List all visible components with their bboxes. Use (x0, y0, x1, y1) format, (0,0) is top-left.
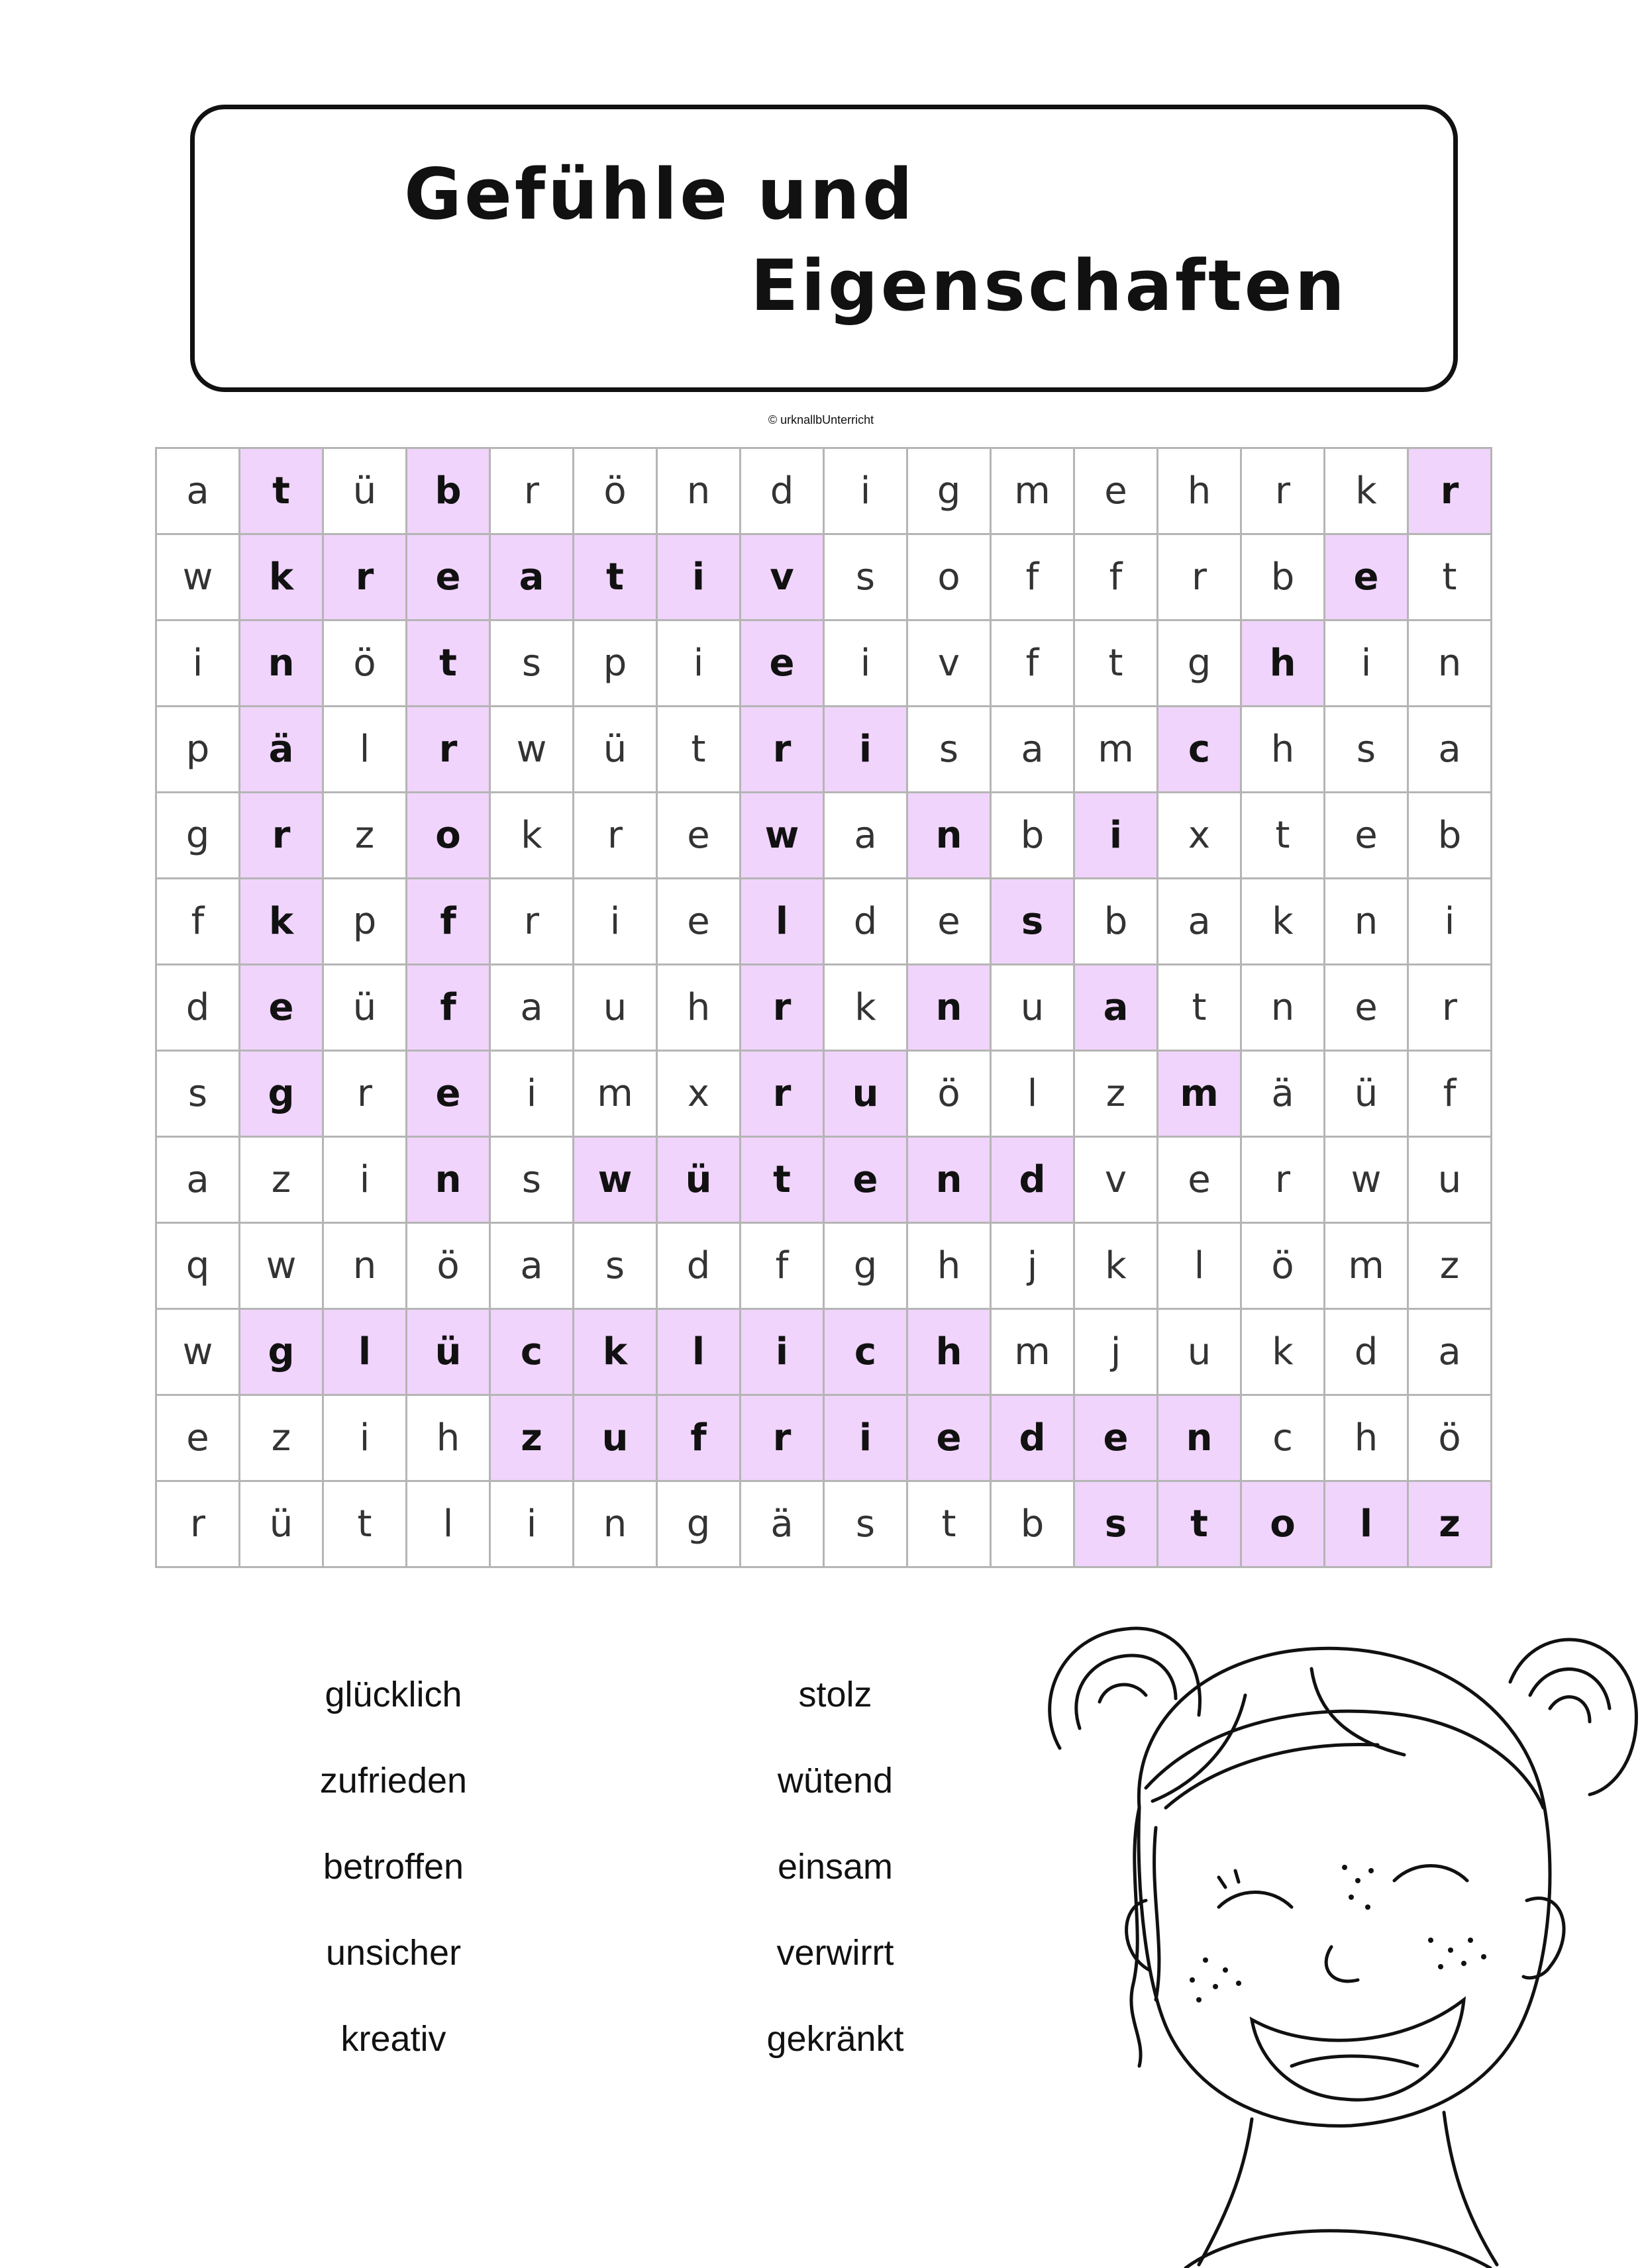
grid-cell: k (574, 1310, 658, 1396)
grid-cell: ü (240, 1482, 324, 1568)
word-search-grid (155, 447, 1492, 1568)
grid-cell: n (1242, 965, 1325, 1052)
grid-cell: ä (240, 707, 324, 793)
grid-cell: d (992, 1396, 1075, 1482)
grid-cell: k (825, 965, 908, 1052)
grid-cell: j (992, 1224, 1075, 1310)
grid-cell: s (1325, 707, 1409, 793)
grid-cell: h (908, 1224, 992, 1310)
grid-cell: t (741, 1138, 825, 1224)
grid-cell: k (1242, 1310, 1325, 1396)
grid-cell: h (1242, 707, 1325, 793)
word-list-item: betroffen (323, 1847, 464, 1887)
grid-cell: s (491, 1138, 574, 1224)
grid-cell: i (157, 621, 240, 707)
grid-cell: r (741, 965, 825, 1052)
grid-cell: i (1409, 879, 1492, 965)
grid-cell: u (825, 1052, 908, 1138)
grid-cell: a (157, 1138, 240, 1224)
grid-cell: f (658, 1396, 741, 1482)
grid-cell: e (1158, 1138, 1242, 1224)
grid-cell: h (1242, 621, 1325, 707)
grid-cell: w (157, 1310, 240, 1396)
grid-cell: k (240, 535, 324, 621)
grid-cell: k (1242, 879, 1325, 965)
grid-cell: n (1409, 621, 1492, 707)
grid-cell: s (825, 1482, 908, 1568)
grid-cell: t (1242, 793, 1325, 879)
grid-cell: e (825, 1138, 908, 1224)
grid-cell: l (407, 1482, 491, 1568)
word-list-item: stolz (798, 1675, 872, 1714)
grid-cell: h (658, 965, 741, 1052)
grid-cell: z (491, 1396, 574, 1482)
grid-cell: l (992, 1052, 1075, 1138)
grid-cell: a (491, 535, 574, 621)
grid-cell: r (240, 793, 324, 879)
grid-cell: q (157, 1224, 240, 1310)
grid-cell: f (992, 621, 1075, 707)
grid-cell: a (1409, 1310, 1492, 1396)
grid-cell: n (407, 1138, 491, 1224)
grid-cell: ö (1242, 1224, 1325, 1310)
grid-cell: n (240, 621, 324, 707)
grid-cell: u (1409, 1138, 1492, 1224)
grid-cell: r (1409, 449, 1492, 535)
grid-cell: m (574, 1052, 658, 1138)
grid-cell: r (491, 879, 574, 965)
grid-cell: i (491, 1052, 574, 1138)
grid-cell: z (240, 1138, 324, 1224)
grid-cell: u (574, 965, 658, 1052)
grid-cell: x (658, 1052, 741, 1138)
grid-cell: n (908, 965, 992, 1052)
grid-cell: k (1325, 449, 1409, 535)
grid-cell: a (157, 449, 240, 535)
grid-cell: d (1325, 1310, 1409, 1396)
word-list-item: wütend (777, 1761, 894, 1800)
grid-cell: e (407, 1052, 491, 1138)
grid-cell: i (324, 1396, 407, 1482)
grid-cell: m (1075, 707, 1158, 793)
grid-cell: a (491, 1224, 574, 1310)
grid-cell: d (658, 1224, 741, 1310)
grid-cell: w (240, 1224, 324, 1310)
grid-cell: d (825, 879, 908, 965)
grid-cell: w (491, 707, 574, 793)
grid-cell: r (157, 1482, 240, 1568)
grid-cell: b (992, 793, 1075, 879)
grid-cell: i (1325, 621, 1409, 707)
grid-cell: a (1075, 965, 1158, 1052)
grid-cell: i (1075, 793, 1158, 879)
grid-cell: e (908, 1396, 992, 1482)
grid-cell: e (1075, 449, 1158, 535)
grid-cell: t (407, 621, 491, 707)
grid-cell: ü (1325, 1052, 1409, 1138)
grid-cell: l (324, 707, 407, 793)
page-title-line2: Eigenschaften (750, 245, 1348, 326)
grid-cell: d (992, 1138, 1075, 1224)
grid-cell: v (908, 621, 992, 707)
grid-cell: e (1325, 535, 1409, 621)
grid-cell: t (1158, 965, 1242, 1052)
grid-cell: m (1325, 1224, 1409, 1310)
grid-cell: ü (324, 449, 407, 535)
grid-cell: b (407, 449, 491, 535)
grid-cell: l (741, 879, 825, 965)
grid-cell: e (1325, 793, 1409, 879)
grid-cell: c (491, 1310, 574, 1396)
grid-cell: i (825, 621, 908, 707)
grid-cell: l (1325, 1482, 1409, 1568)
grid-cell: g (908, 449, 992, 535)
grid-cell: r (1409, 965, 1492, 1052)
grid-cell: o (1242, 1482, 1325, 1568)
grid-cell: o (407, 793, 491, 879)
grid-cell: r (491, 449, 574, 535)
grid-cell: ä (741, 1482, 825, 1568)
grid-cell: x (1158, 793, 1242, 879)
grid-cell: v (741, 535, 825, 621)
grid-cell: u (1158, 1310, 1242, 1396)
grid-cell: m (1158, 1052, 1242, 1138)
grid-cell: ü (407, 1310, 491, 1396)
grid-cell: u (992, 965, 1075, 1052)
grid-cell: n (908, 793, 992, 879)
grid-cell: f (407, 965, 491, 1052)
grid-cell: d (157, 965, 240, 1052)
grid-cell: r (741, 707, 825, 793)
grid-cell: m (992, 449, 1075, 535)
grid-cell: r (1158, 535, 1242, 621)
grid-cell: f (1409, 1052, 1492, 1138)
grid-cell: w (741, 793, 825, 879)
grid-cell: h (407, 1396, 491, 1482)
grid-cell: t (240, 449, 324, 535)
grid-cell: e (658, 793, 741, 879)
grid-cell: e (157, 1396, 240, 1482)
grid-cell: a (825, 793, 908, 879)
grid-cell: b (1409, 793, 1492, 879)
grid-cell: i (825, 707, 908, 793)
grid-cell: b (992, 1482, 1075, 1568)
grid-cell: r (574, 793, 658, 879)
grid-cell: c (1242, 1396, 1325, 1482)
grid-cell: z (1409, 1482, 1492, 1568)
grid-cell: l (658, 1310, 741, 1396)
grid-cell: e (407, 535, 491, 621)
grid-cell: o (908, 535, 992, 621)
grid-cell: a (992, 707, 1075, 793)
grid-cell: ö (574, 449, 658, 535)
grid-cell: g (240, 1310, 324, 1396)
grid-cell: i (825, 1396, 908, 1482)
grid-cell: k (240, 879, 324, 965)
grid-cell: r (1242, 449, 1325, 535)
grid-cell: d (741, 449, 825, 535)
grid-cell: a (1158, 879, 1242, 965)
grid-cell: b (1075, 879, 1158, 965)
grid-cell: f (741, 1224, 825, 1310)
page-title-line1: Gefühle und (404, 154, 915, 235)
grid-cell: s (1075, 1482, 1158, 1568)
grid-cell: r (741, 1052, 825, 1138)
word-list-item: glücklich (325, 1675, 462, 1714)
grid-cell: r (1242, 1138, 1325, 1224)
grid-cell: l (1158, 1224, 1242, 1310)
word-list-item: einsam (777, 1847, 894, 1887)
word-list-item: zufrieden (319, 1761, 468, 1800)
grid-cell: ü (658, 1138, 741, 1224)
grid-cell: e (908, 879, 992, 965)
grid-cell: t (1075, 621, 1158, 707)
grid-cell: ö (407, 1224, 491, 1310)
grid-cell: z (324, 793, 407, 879)
grid-cell: t (324, 1482, 407, 1568)
grid-cell: i (825, 449, 908, 535)
grid-cell: i (658, 535, 741, 621)
grid-cell: r (407, 707, 491, 793)
grid-cell: ö (324, 621, 407, 707)
grid-cell: i (658, 621, 741, 707)
grid-cell: t (1158, 1482, 1242, 1568)
grid-cell: g (240, 1052, 324, 1138)
grid-cell: h (908, 1310, 992, 1396)
grid-cell: e (1075, 1396, 1158, 1482)
grid-cell: n (1325, 879, 1409, 965)
grid-cell: k (1075, 1224, 1158, 1310)
grid-cell: z (1409, 1224, 1492, 1310)
grid-cell: n (574, 1482, 658, 1568)
grid-cell: j (1075, 1310, 1158, 1396)
grid-cell: a (1409, 707, 1492, 793)
grid-cell: s (992, 879, 1075, 965)
grid-cell: f (1075, 535, 1158, 621)
grid-cell: e (741, 621, 825, 707)
grid-cell: ä (1242, 1052, 1325, 1138)
grid-cell: ö (1409, 1396, 1492, 1482)
grid-cell: c (1158, 707, 1242, 793)
grid-cell: w (574, 1138, 658, 1224)
grid-cell: n (324, 1224, 407, 1310)
grid-cell: z (240, 1396, 324, 1482)
grid-cell: t (574, 535, 658, 621)
grid-cell: e (1325, 965, 1409, 1052)
word-list-item: gekränkt (766, 2019, 904, 2059)
grid-cell: t (908, 1482, 992, 1568)
grid-cell: r (741, 1396, 825, 1482)
grid-cell: h (1158, 449, 1242, 535)
grid-cell: t (1409, 535, 1492, 621)
grid-cell: r (324, 1052, 407, 1138)
grid-cell: p (157, 707, 240, 793)
grid-cell: w (157, 535, 240, 621)
copyright-notice: © urknallbUnterricht (768, 413, 874, 426)
grid-cell: i (574, 879, 658, 965)
grid-cell: l (324, 1310, 407, 1396)
grid-cell: ü (324, 965, 407, 1052)
grid-cell: s (825, 535, 908, 621)
grid-cell: n (658, 449, 741, 535)
grid-cell: h (1325, 1396, 1409, 1482)
grid-cell: m (992, 1310, 1075, 1396)
word-list-item: kreativ (340, 2019, 446, 2059)
grid-cell: f (992, 535, 1075, 621)
grid-cell: s (491, 621, 574, 707)
grid-cell: ü (574, 707, 658, 793)
grid-cell: g (825, 1224, 908, 1310)
grid-cell: v (1075, 1138, 1158, 1224)
grid-cell: i (491, 1482, 574, 1568)
grid-cell: s (574, 1224, 658, 1310)
grid-cell: i (741, 1310, 825, 1396)
grid-cell: p (324, 879, 407, 965)
word-list-item: verwirrt (776, 1933, 894, 1973)
grid-cell: g (658, 1482, 741, 1568)
grid-cell: t (658, 707, 741, 793)
grid-cell: s (157, 1052, 240, 1138)
grid-cell: z (1075, 1052, 1158, 1138)
grid-cell: u (574, 1396, 658, 1482)
grid-cell: e (240, 965, 324, 1052)
grid-cell: p (574, 621, 658, 707)
grid-cell: a (491, 965, 574, 1052)
grid-cell: g (157, 793, 240, 879)
word-list-item: unsicher (325, 1933, 462, 1973)
grid-cell: c (825, 1310, 908, 1396)
grid-cell: n (908, 1138, 992, 1224)
grid-cell: f (157, 879, 240, 965)
grid-cell: g (1158, 621, 1242, 707)
grid-cell: s (908, 707, 992, 793)
grid-cell: e (658, 879, 741, 965)
grid-cell: f (407, 879, 491, 965)
grid-cell: k (491, 793, 574, 879)
grid-cell: ö (908, 1052, 992, 1138)
grid-cell: b (1242, 535, 1325, 621)
grid-cell: r (324, 535, 407, 621)
grid-cell: n (1158, 1396, 1242, 1482)
grid-cell: w (1325, 1138, 1409, 1224)
smiling-girl-illustration (1033, 1589, 1642, 2268)
grid-cell: i (324, 1138, 407, 1224)
